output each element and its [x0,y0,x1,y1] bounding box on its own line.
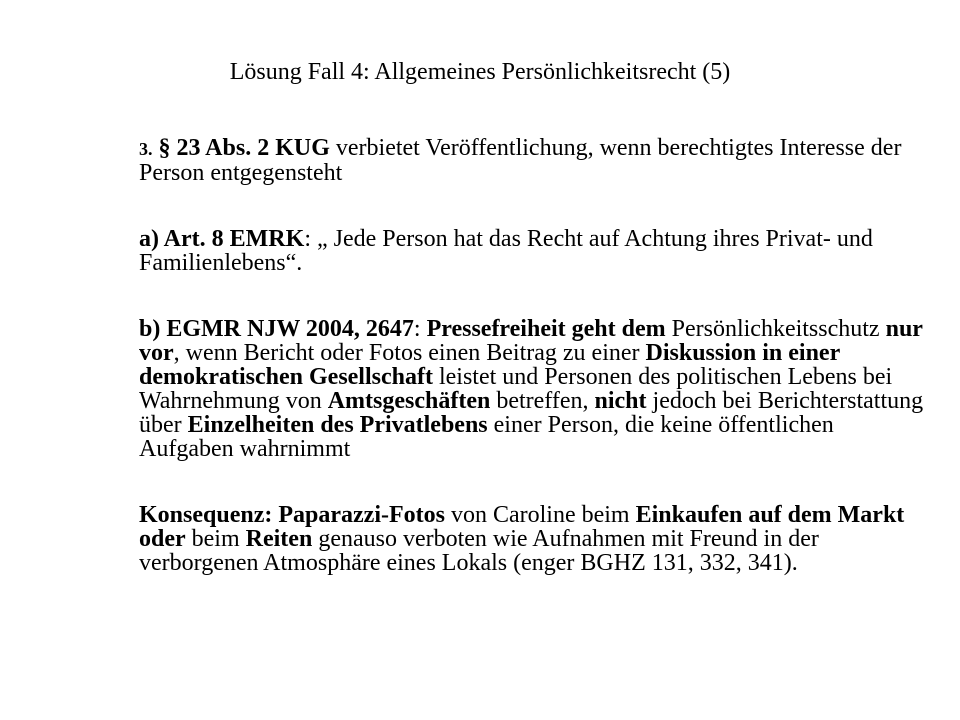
text-segment: betreffen, [490,388,595,414]
text-segment: Persönlichkeitsschutz [665,316,886,342]
legal-reference: a) Art. 8 EMRK [139,226,305,252]
slide-title: Lösung Fall 4: Allgemeines Persönlichkeitsrecht (5) [229,59,731,85]
emphasis: nur vor [139,316,923,366]
point-number: 3. [139,139,153,159]
paragraph-point-a [139,227,929,275]
paragraph-point-3 [139,136,929,185]
text-segment: jedoch bei Berichterstattung über [139,388,924,438]
text-segment: beim [185,526,246,552]
text-segment: , wenn Bericht oder Fotos einen Beitrag zu einer [173,340,646,366]
emphasis: Einkaufen auf dem Markt oder [139,502,905,552]
paragraph-point-b [139,317,929,461]
emphasis: Reiten [245,526,313,552]
slide-body [139,136,929,575]
emphasis: Amtsgeschäften [327,388,491,414]
emphasis: Pressefreiheit geht dem [426,316,666,342]
legal-reference: § 23 Abs. 2 KUG [158,135,330,161]
legal-reference: b) EGMR NJW 2004, 2647 [139,316,414,342]
emphasis: nicht [594,388,647,414]
paragraph-text: verbietet Veröffentlichung, wenn berechtigtes Interesse der Person entgegensteht [139,135,902,186]
text-segment: leistet und Personen des politischen Lebens bei Wahrnehmung von [139,364,893,414]
emphasis: Diskussion in einer demokratischen Gesellschaft [139,340,840,390]
paragraph-konsequenz [139,503,929,575]
text-segment: genauso verboten wie Aufnahmen mit Freund in der verborgenen Atmosphäre eines Lokals (enger BGHZ 131, 332, 341). [139,526,819,576]
paragraph-text: : „ Jede Person hat das Recht auf Achtung ihres Privat- und Familienlebens“. [139,226,873,276]
text-segment: von Caroline beim [444,502,636,528]
text-segment: : [413,316,427,342]
text-segment: einer Person, die keine öffentlichen Aufgaben wahrnimmt [139,412,834,462]
emphasis: Konsequenz: Paparazzi-Fotos [139,502,445,528]
emphasis: Einzelheiten des Privatlebens [187,412,488,438]
